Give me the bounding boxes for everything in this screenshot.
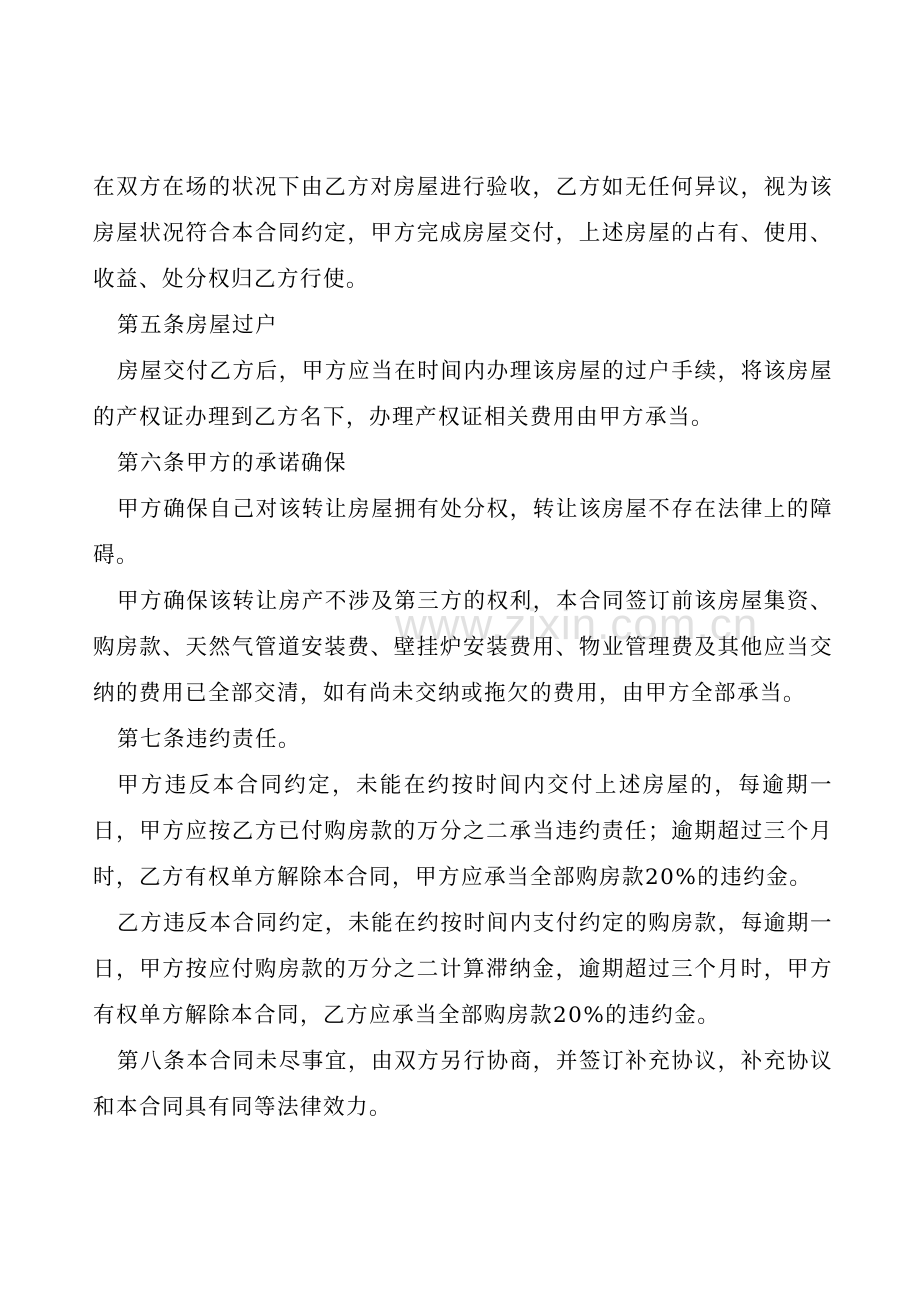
paragraph-guarantee-1: 甲方确保自己对该转让房屋拥有处分权，转让该房屋不存在法律上的障碍。 [93, 497, 833, 568]
heading-article-6: 第六条甲方的承诺确保 [117, 451, 348, 476]
heading-article-7: 第七条违约责任。 [117, 727, 302, 752]
paragraph-transfer: 房屋交付乙方后，甲方应当在时间内办理该房屋的过户手续，将该房屋的产权证办理到乙方名下，办理产权证相关费用由甲方承当。 [93, 359, 833, 430]
heading-article-5: 第五条房屋过户 [117, 313, 279, 338]
document-body [93, 165, 833, 1131]
paragraph-article-8: 第八条本合同未尽事宜，由双方另行协商，并签订补充协议，补充协议和本合同具有同等法律效力。 [93, 1049, 833, 1120]
paragraph-liability-party-b: 乙方违反本合同约定，未能在约按时间内支付约定的购房款，每逾期一日，甲方按应付购房款的万分之二计算滞纳金，逾期超过三个月时，甲方有权单方解除本合同，乙方应承当全部购房款20%的违约金。 [93, 911, 833, 1028]
paragraph-guarantee-2: 甲方确保该转让房产不涉及第三方的权利，本合同签订前该房屋集资、购房款、天然气管道安装费、壁挂炉安装费用、物业管理费及其他应当交纳的费用已全部交清，如有尚未交纳或拖欠的费用，由甲方全部承当。 [93, 589, 833, 706]
paragraph-continuation: 在双方在场的状况下由乙方对房屋进行验收，乙方如无任何异议，视为该房屋状况符合本合同约定，甲方完成房屋交付，上述房屋的占有、使用、收益、处分权归乙方行使。 [93, 175, 833, 292]
watermark: www.zixin.com.cn [395, 600, 759, 649]
paragraph-liability-party-a: 甲方违反本合同约定，未能在约按时间内交付上述房屋的，每逾期一日，甲方应按乙方已付购房款的万分之二承当违约责任；逾期超过三个月时，乙方有权单方解除本合同，甲方应承当全部购房款20%的违约金。 [93, 773, 833, 890]
